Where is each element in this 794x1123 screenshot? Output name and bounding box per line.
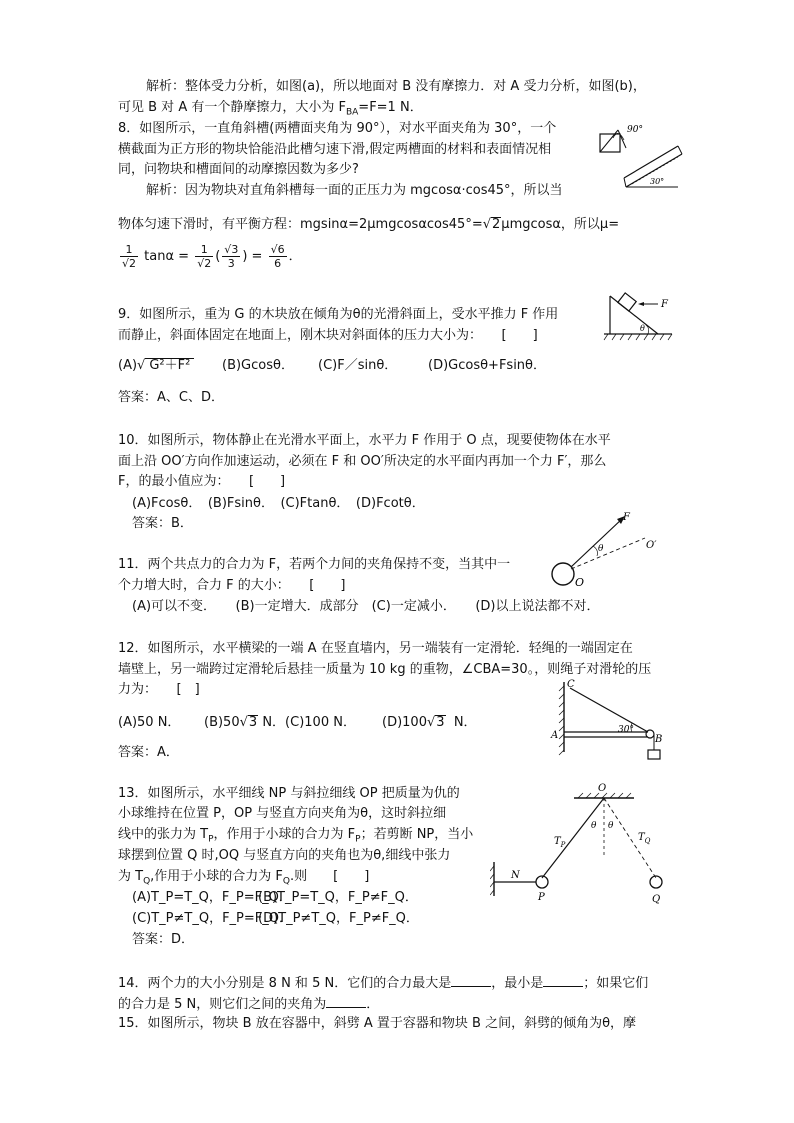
point-label-o: O bbox=[575, 576, 585, 589]
blank-min[interactable] bbox=[543, 974, 583, 987]
q9-line1: 9．如图所示，重为 G 的木块放在倾角为θ的光滑斜面上，受水平推力 F 作用 bbox=[118, 307, 559, 322]
q13-line3: 线中的张力为 $T_P$，作用于小球的合力为 $F_P$；若剪断 NP，当小 bbox=[118, 827, 474, 845]
point-label-a: A bbox=[551, 730, 559, 741]
q8-incline-figure bbox=[596, 118, 686, 190]
q7-analysis-line2: 可见 B 对 A 有一个静摩擦力，大小为 $F_{BA}=F=1$ N． bbox=[118, 100, 423, 118]
q13-line4: 球摆到位置 Q 时,OQ 与竖直方向的夹角也为θ,细线中张力 bbox=[118, 848, 451, 863]
q8-line2: 横截面为正方形的物块恰能沿此槽匀速下滑,假定两槽面的材料和表面情况相 bbox=[118, 142, 552, 157]
q9-option-d: (D)Gcosθ+Fsinθ． bbox=[428, 358, 547, 373]
point-label-b: B bbox=[655, 734, 663, 745]
q9-incline-figure bbox=[600, 292, 680, 344]
angle-label-theta: θ bbox=[640, 324, 645, 333]
fraction: $\frac{√3}{3}$ bbox=[224, 243, 239, 270]
force-label-f: F bbox=[661, 299, 668, 310]
fraction: $\frac{√6}{6}$ bbox=[270, 243, 285, 270]
q8-analysis-line2: 物体匀速下滑时，有平衡方程：mgsinα=2μmgcosαcos45°=√2μmgcosα，所以μ= bbox=[118, 217, 620, 232]
q10-answer: 答案：B． bbox=[132, 516, 193, 531]
tension-label-tp: $T_P$ bbox=[554, 836, 566, 849]
q15-line1: 15．如图所示，物块 B 放在容器中，斜劈 A 置于容器和物块 B 之间，斜劈的倾角为θ，摩 bbox=[118, 1016, 637, 1031]
q13-option-a: (A)T_P=T_Q，F_P=F_Q． bbox=[132, 890, 292, 905]
point-label-c: C bbox=[567, 679, 575, 690]
angle-label-theta: θ bbox=[598, 544, 604, 554]
blank-angle[interactable] bbox=[326, 995, 366, 1008]
point-label-n: N bbox=[511, 870, 520, 881]
point-label-q: Q bbox=[652, 894, 661, 905]
q12-option-d: (D)100√3 N． bbox=[382, 715, 477, 730]
q11-line2: 个力增大时，合力 F 的大小： [ ] bbox=[118, 578, 346, 593]
q9-line2: 而静止，斜面体固定在地面上，刚木块对斜面体的压力大小为： [ ] bbox=[118, 328, 538, 343]
q10-force-figure bbox=[545, 506, 665, 590]
q8-line1: 8．如图所示，一直角斜槽(两槽面夹角为 90°），对水平面夹角为 30°，一个 bbox=[118, 121, 557, 136]
fraction: $\frac{1}{√2}$ bbox=[122, 243, 137, 270]
q9-option-c: (C)F／sinθ． bbox=[318, 358, 398, 373]
blank-max[interactable] bbox=[451, 974, 491, 987]
q12-answer: 答案：A． bbox=[118, 745, 179, 760]
q11-line1: 11．两个共点力的合力为 F，若两个力间的夹角保持不变，当其中一 bbox=[118, 557, 511, 572]
q12-line2: 墙壁上，另一端跨过定滑轮后悬挂一质量为 10 kg 的重物，∠CBA=30。，则绳子对滑轮的压 bbox=[118, 662, 652, 677]
q13-line2: 小球维持在位置 P，OP 与竖直方向夹角为θ，这时斜拉细 bbox=[118, 806, 447, 821]
q10-line3: F，的最小值应为： [ ] bbox=[118, 474, 286, 489]
point-label-o-prime: O′ bbox=[646, 540, 657, 551]
q13-answer: 答案：D． bbox=[132, 932, 195, 947]
q13-option-c: (C)T_P≠T_Q，F_P=F_Q． bbox=[132, 911, 292, 926]
q14-line1: 14．两个力的大小分别是 8 N 和 5 N．它们的合力最大是 ，最小是 ；如果它们 bbox=[118, 976, 649, 991]
q9-answer: 答案：A、C、D． bbox=[118, 390, 224, 405]
point-label-o: O bbox=[598, 783, 607, 794]
q8-formula: $\frac{1}{√2}$ tanα = $\frac{1}{√2}$ ( $\frac{√3}{3}$ ) = $\frac{√6}{6}$ ． bbox=[122, 243, 302, 270]
q10-line2: 面上沿 OO′方向作加速运动，必须在 F 和 OO′所决定的水平面内再加一个力 F′，那么 bbox=[118, 454, 607, 469]
angle-label-theta-left: θ bbox=[591, 821, 597, 831]
q12-line1: 12．如图所示，水平横梁的一端 A 在竖直墙内，另一端装有一定滑轮．轻绳的一端固定在 bbox=[118, 641, 633, 656]
angle-label-30: 30° bbox=[650, 177, 665, 186]
q12-option-a: (A)50 N． bbox=[118, 715, 181, 730]
q13-option-d: (D)T_P≠T_Q，F_P≠F_Q． bbox=[258, 911, 419, 926]
q8-analysis-line1: 解析：因为物块对直角斜槽每一面的正压力为 mgcosα·cos45°，所以当 bbox=[146, 183, 563, 198]
angle-label-90: 90° bbox=[627, 125, 643, 135]
fraction: $\frac{1}{√2}$ bbox=[197, 243, 212, 270]
q13-line1: 13．如图所示，水平细线 NP 与斜拉细线 OP 把质量为仇的 bbox=[118, 786, 460, 801]
q12-line3: 力为： [ ] bbox=[118, 682, 200, 697]
q9-option-a: (A)√ G²＋F² bbox=[118, 358, 194, 374]
angle-label-theta-right: θ bbox=[608, 821, 614, 831]
q14-line2: 的合力是 5 N，则它们之间的夹角为 ． bbox=[118, 997, 380, 1012]
angle-label-30: 30° bbox=[618, 725, 634, 735]
q7-analysis-line1: 解析：整体受力分析，如图(a)，所以地面对 B 没有摩擦力．对 A 受力分析，如图(b)， bbox=[146, 79, 646, 94]
q13-option-b: (B)T_P=T_Q，F_P≠F_Q． bbox=[258, 890, 418, 905]
q11-options: (A)可以不变． (B)一定增大．成部分 (C)一定减小． (D)以上说法都不对． bbox=[132, 599, 600, 614]
q13-pendulum-figure bbox=[490, 778, 686, 908]
tension-label-tq: $T_Q$ bbox=[638, 832, 651, 845]
q10-line1: 10．如图所示，物体静止在光滑水平面上，水平力 F 作用于 O 点，现要使物体在水平 bbox=[118, 433, 611, 448]
q9-option-b: (B)Gcosθ． bbox=[222, 358, 294, 373]
force-label-f: F bbox=[623, 512, 630, 523]
q12-option-b-c: (B)50√3 N．(C)100 N． bbox=[204, 715, 356, 730]
point-label-p: P bbox=[538, 892, 545, 903]
q8-line3: 同，问物块和槽面间的动摩擦因数为多少? bbox=[118, 162, 359, 177]
q13-line5: 为 $T_Q$,作用于小球的合力为 $F_Q$.则 [ ] bbox=[118, 869, 370, 887]
q10-options: (A)Fcosθ． (B)Fsinθ． (C)Ftanθ． (D)Fcotθ． bbox=[132, 496, 425, 511]
q12-beam-figure bbox=[548, 676, 678, 764]
